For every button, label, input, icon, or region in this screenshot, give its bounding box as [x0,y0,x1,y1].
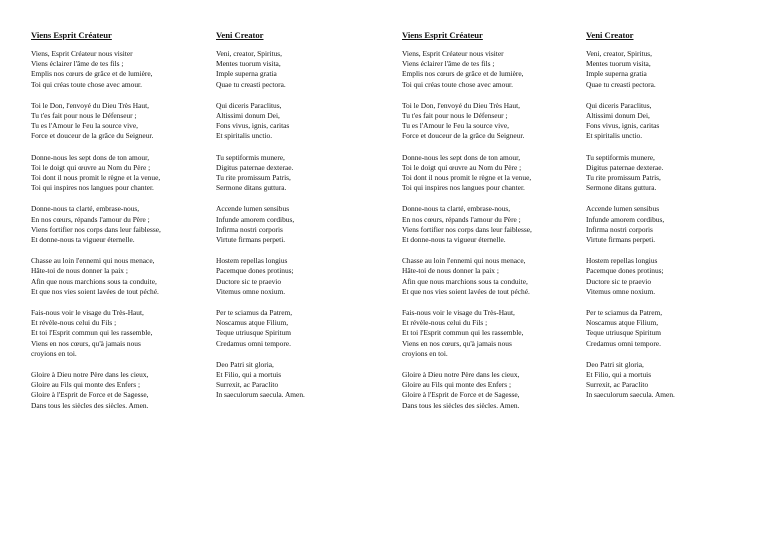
latin-verse-line: Quae tu creasti pectora. [586,79,656,89]
french-verse-line: Gloire à Dieu notre Père dans les cieux, [402,370,520,380]
french-verse-line: Toi le Don, l'envoyé du Dieu Très Haut, [31,100,150,110]
latin-verse-line: Qui diceris Paraclitus, [586,100,652,110]
french-stanza [31,204,211,245]
french-verse-line: Donne-nous ta clarté, embrase-nous, [31,204,140,214]
french-verse-line: Donne-nous ta clarté, embrase-nous, [402,204,511,214]
french-verse-line: Hâte-toi de nous donner la paix ; [402,266,499,276]
latin-verse-line: Et Filio, qui a mortuis [216,370,282,380]
latin-verse-line: Quae tu creasti pectora. [216,79,286,89]
latin-verse-line: Infunde amorem cordibus, [216,214,295,224]
latin-verse-line: Infunde amorem cordibus, [586,214,665,224]
latin-verse-line: Tu rite promissum Patris, [586,173,661,183]
french-verse-line: Et que nos vies soient lavées de tout péché. [31,286,159,296]
french-verse-line: Viens en nos cœurs, qu'à jamais nous [31,338,141,348]
latin-stanza [586,308,762,349]
latin-verse-line: Hostem repellas longius [216,256,288,266]
latin-title: Veni Creator [216,30,264,40]
latin-verse-line: Mentes tuorum visita, [216,59,281,69]
latin-verse-line: In saeculorum saecula. Amen. [586,390,675,400]
french-verse-line: Toi dont il nous promit le règne et la venue, [402,173,532,183]
latin-verse-line: Infirma nostri corporis [586,224,653,234]
latin-verse-line: Virtute firmans perpeti. [586,235,656,245]
latin-verse-line: Per te sciamus da Patrem, [216,308,293,318]
french-verse-line: Dans tous les siècles des siècles. Amen. [31,400,149,410]
french-stanza [31,101,211,142]
latin-stanza [586,101,762,142]
french-verse-line: Gloire au Fils qui monte des Enfers ; [31,380,140,390]
latin-verse-line: Deo Patri sit gloria, [216,359,274,369]
french-verse-line: Hâte-toi de nous donner la paix ; [31,266,128,276]
french-verse-line: Force et douceur de la grâce du Seigneur. [402,131,525,141]
french-verse-line: Tu t'es fait pour nous le Défenseur ; [402,111,508,121]
french-title: Viens Esprit Créateur [31,30,112,40]
french-verse-line: Afin que nous marchions sous ta conduite, [402,276,528,286]
french-verse-line: En nos cœurs, répands l'amour du Père ; [402,214,521,224]
french-stanza [31,49,211,90]
french-verse-line: Gloire au Fils qui monte des Enfers ; [402,380,511,390]
latin-column-left [216,30,392,412]
french-verse-line: Et révèle-nous celui du Fils ; [402,318,488,328]
french-verse-line: Gloire à l'Esprit de Force et de Sagesse, [31,390,149,400]
latin-stanza [586,153,762,194]
french-verse-line: Tu es l'Amour le Feu la source vive, [402,121,509,131]
latin-verse-line: Accende lumen sensibus [586,204,660,214]
french-verse-line: Toi qui inspires nos langues pour chanter. [31,183,154,193]
french-column-right [402,30,582,422]
french-verse-line: Et donne-nous ta vigueur éternelle. [31,235,135,245]
latin-verse-line: Accende lumen sensibus [216,204,290,214]
latin-column-right [586,30,762,412]
french-verse-line: Dans tous les siècles des siècles. Amen. [402,400,520,410]
latin-verse-line: Fons vivus, ignis, caritas [216,121,290,131]
french-verse-line: Toi le doigt qui œuvre au Nom du Père ; [31,162,151,172]
latin-verse-line: Deo Patri sit gloria, [586,359,644,369]
french-stanza [31,256,211,297]
french-verse-line: Donne-nous les sept dons de ton amour, [31,152,150,162]
latin-stanza [216,256,392,297]
french-stanza [402,256,582,297]
latin-verse-line: Ductore sic te praevio [586,276,652,286]
french-verse-line: En nos cœurs, répands l'amour du Père ; [31,214,150,224]
french-verse-line: Chasse au loin l'ennemi qui nous menace, [31,256,155,266]
latin-verse-line: Virtute firmans perpeti. [216,235,286,245]
french-verse-line: Viens en nos cœurs, qu'à jamais nous [402,338,512,348]
french-stanza [31,370,211,411]
french-title: Viens Esprit Créateur [402,30,483,40]
latin-verse-line: Noscamus atque Filium, [216,318,289,328]
french-stanza [402,370,582,411]
french-verse-line: Et révèle-nous celui du Fils ; [31,318,117,328]
french-stanza [402,49,582,90]
latin-verse-line: Ductore sic te praevio [216,276,282,286]
latin-stanza [216,204,392,245]
french-verse-line: Gloire à Dieu notre Père dans les cieux, [31,370,149,380]
french-stanza [402,101,582,142]
latin-stanza [216,153,392,194]
latin-verse-line: Imple superna gratia [216,69,277,79]
latin-verse-line: Surrexit, ac Paraclito [216,380,279,390]
french-verse-line: Fais-nous voir le visage du Très-Haut, [31,308,144,318]
french-column-left [31,30,211,422]
latin-verse-line: Teque utriusque Spiritum [586,328,662,338]
latin-verse-line: Tu septiformis munere, [586,152,655,162]
french-verse-line: Gloire à l'Esprit de Force et de Sagesse, [402,390,520,400]
latin-verse-line: Et spiritalis unctio. [216,131,273,141]
french-verse-line: Emplis nos cœurs de grâce et de lumière, [31,69,153,79]
latin-verse-line: Sermone ditans guttura. [586,183,657,193]
french-stanza [402,204,582,245]
french-verse-line: Force et douceur de la grâce du Seigneur. [31,131,154,141]
french-verse-line: Toi qui inspires nos langues pour chanter. [402,183,525,193]
latin-verse-line: Altissimi donum Dei, [586,111,650,121]
latin-stanza [586,256,762,297]
latin-verse-line: Surrexit, ac Paraclito [586,380,649,390]
latin-stanza [216,101,392,142]
latin-verse-line: Vitemus omne noxium. [216,286,286,296]
latin-verse-line: Mentes tuorum visita, [586,59,651,69]
french-verse-line: Et toi l'Esprit commun qui les rassemble, [402,328,524,338]
latin-verse-line: Altissimi donum Dei, [216,111,280,121]
latin-verse-line: Fons vivus, ignis, caritas [586,121,660,131]
french-stanza [402,308,582,359]
french-verse-line: Tu t'es fait pour nous le Défenseur ; [31,111,137,121]
latin-stanza [216,308,392,349]
latin-verse-line: In saeculorum saecula. Amen. [216,390,305,400]
latin-stanza [586,360,762,401]
french-verse-line: Viens éclairer l'âme de tes fils ; [31,59,124,69]
latin-verse-line: Veni, creator, Spiritus, [586,49,652,58]
french-verse-line: Toi qui créas toute chose avec amour. [31,79,142,89]
latin-stanza [586,204,762,245]
latin-verse-line: Digitus paternae dexterae. [586,162,664,172]
french-verse-line: Chasse au loin l'ennemi qui nous menace, [402,256,526,266]
latin-verse-line: Et Filio, qui a mortuis [586,370,652,380]
french-stanza [31,308,211,359]
french-verse-line: Toi dont il nous promit le règne et la venue, [31,173,161,183]
french-verse-line: Viens fortifier nos corps dans leur faiblesse, [31,224,161,234]
french-stanza [31,153,211,194]
latin-verse-line: Tu rite promissum Patris, [216,173,291,183]
latin-verse-line: Pacemque dones protinus; [586,266,664,276]
latin-verse-line: Infirma nostri corporis [216,224,283,234]
french-verse-line: Toi le doigt qui œuvre au Nom du Père ; [402,162,522,172]
latin-verse-line: Noscamus atque Filium, [586,318,659,328]
french-verse-line: Emplis nos cœurs de grâce et de lumière, [402,69,524,79]
french-verse-line: Tu es l'Amour le Feu la source vive, [31,121,138,131]
latin-stanza [216,49,392,90]
french-verse-line: Donne-nous les sept dons de ton amour, [402,152,521,162]
latin-stanza [586,49,762,90]
latin-title: Veni Creator [586,30,634,40]
latin-verse-line: Credamus omni tempore. [216,338,291,348]
latin-verse-line: Digitus paternae dexterae. [216,162,294,172]
latin-verse-line: Qui diceris Paraclitus, [216,100,282,110]
latin-verse-line: Pacemque dones protinus; [216,266,294,276]
french-verse-line: Viens éclairer l'âme de tes fils ; [402,59,495,69]
latin-verse-line: Imple superna gratia [586,69,647,79]
latin-verse-line: Veni, creator, Spiritus, [216,49,282,58]
french-verse-line: Viens fortifier nos corps dans leur faiblesse, [402,224,532,234]
latin-verse-line: Hostem repellas longius [586,256,658,266]
french-verse-line: Et donne-nous ta vigueur éternelle. [402,235,506,245]
french-stanza [402,153,582,194]
french-verse-line: croyions en toi. [402,348,448,358]
french-verse-line: Viens, Esprit Créateur nous visiter [31,49,133,58]
french-verse-line: Afin que nous marchions sous ta conduite, [31,276,157,286]
latin-verse-line: Sermone ditans guttura. [216,183,287,193]
french-verse-line: Et toi l'Esprit commun qui les rassemble, [31,328,153,338]
french-verse-line: Et que nos vies soient lavées de tout péché. [402,286,530,296]
french-verse-line: Toi le Don, l'envoyé du Dieu Très Haut, [402,100,521,110]
french-verse-line: croyions en toi. [31,348,77,358]
latin-verse-line: Et spiritalis unctio. [586,131,643,141]
latin-verse-line: Vitemus omne noxium. [586,286,656,296]
latin-verse-line: Per te sciamus da Patrem, [586,308,663,318]
latin-verse-line: Credamus omni tempore. [586,338,661,348]
french-verse-line: Fais-nous voir le visage du Très-Haut, [402,308,515,318]
latin-verse-line: Tu septiformis munere, [216,152,285,162]
french-verse-line: Toi qui créas toute chose avec amour. [402,79,513,89]
latin-verse-line: Teque utriusque Spiritum [216,328,292,338]
french-verse-line: Viens, Esprit Créateur nous visiter [402,49,504,58]
latin-stanza [216,360,392,401]
